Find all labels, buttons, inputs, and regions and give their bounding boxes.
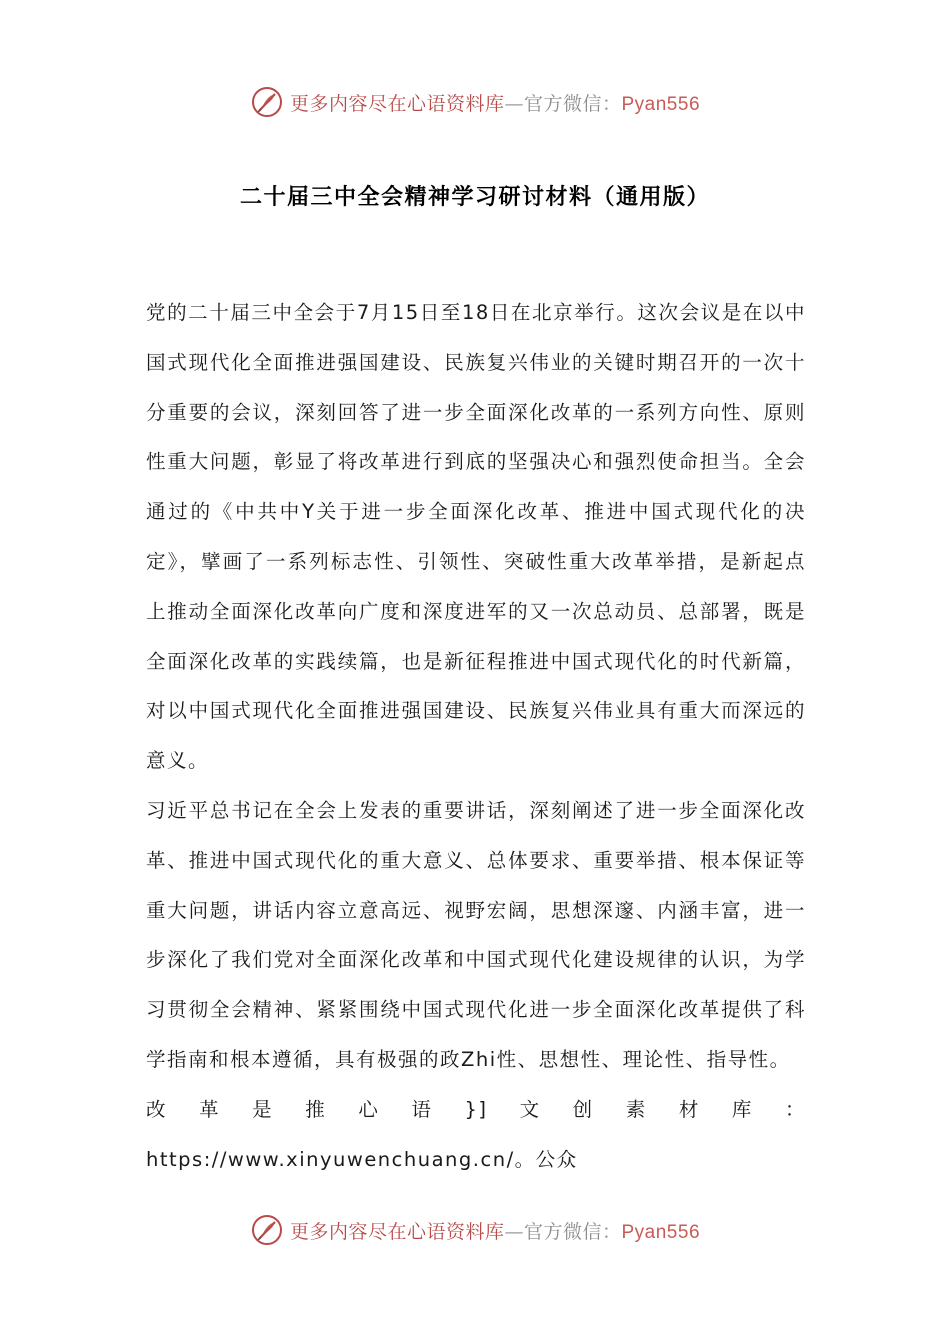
paragraph-3: 改革是推心语}]文创素材库：https://www.xinyuwenchuang.cn/。公众 — [146, 1097, 806, 1171]
quill-logo-icon — [250, 1213, 284, 1247]
quill-logo-icon — [250, 85, 284, 119]
header-banner-text: 更多内容尽在心语资料库—官方微信：Pyan556 — [289, 92, 701, 115]
document-body — [146, 288, 806, 1184]
paragraph-2: 习近平总书记在全会上发表的重要讲话，深刻阐述了进一步全面深化改革、推进中国式现代化的重大意义、总体要求、重要举措、根本保证等重大问题，讲话内容立意高远、视野宏阔，思想深邃、内涵丰富，进一步深化了我们党对全面深化改革和中国式现代化建设规律的认识，为学习贯彻全会精神、紧紧围绕中国式现代化进一步全面深化改革提供了科学指南和根本遵循，具有极强的政Zhi性、思想性、理论性、指导性。 — [146, 798, 806, 1071]
header-banner — [0, 80, 950, 124]
footer-banner-text: 更多内容尽在心语资料库—官方微信：Pyan556 — [289, 1220, 701, 1243]
document-title: 二十届三中全会精神学习研讨材料（通用版） — [239, 185, 710, 210]
footer-banner — [0, 1208, 950, 1252]
paragraph-1: 党的二十届三中全会于7月15日至18日在北京举行。这次会议是在以中国式现代化全面推进强国建设、民族复兴伟业的关键时期召开的一次十分重要的会议，深刻回答了进一步全面深化改革的一系列方向性、原则性重大问题，彰显了将改革进行到底的坚强决心和强烈使命担当。全会通过的《中共中Y关于进一步全面深化改革、推进中国式现代化的决定》，擘画了一系列标志性、引领性、突破性重大改革举措，是新起点上推动全面深化改革向广度和深度进军的又一次总动员、总部署，既是全面深化改革的实践续篇，也是新征程推进中国式现代化的时代新篇，对以中国式现代化全面推进强国建设、民族复兴伟业具有重大而深远的意义。 — [146, 301, 806, 773]
